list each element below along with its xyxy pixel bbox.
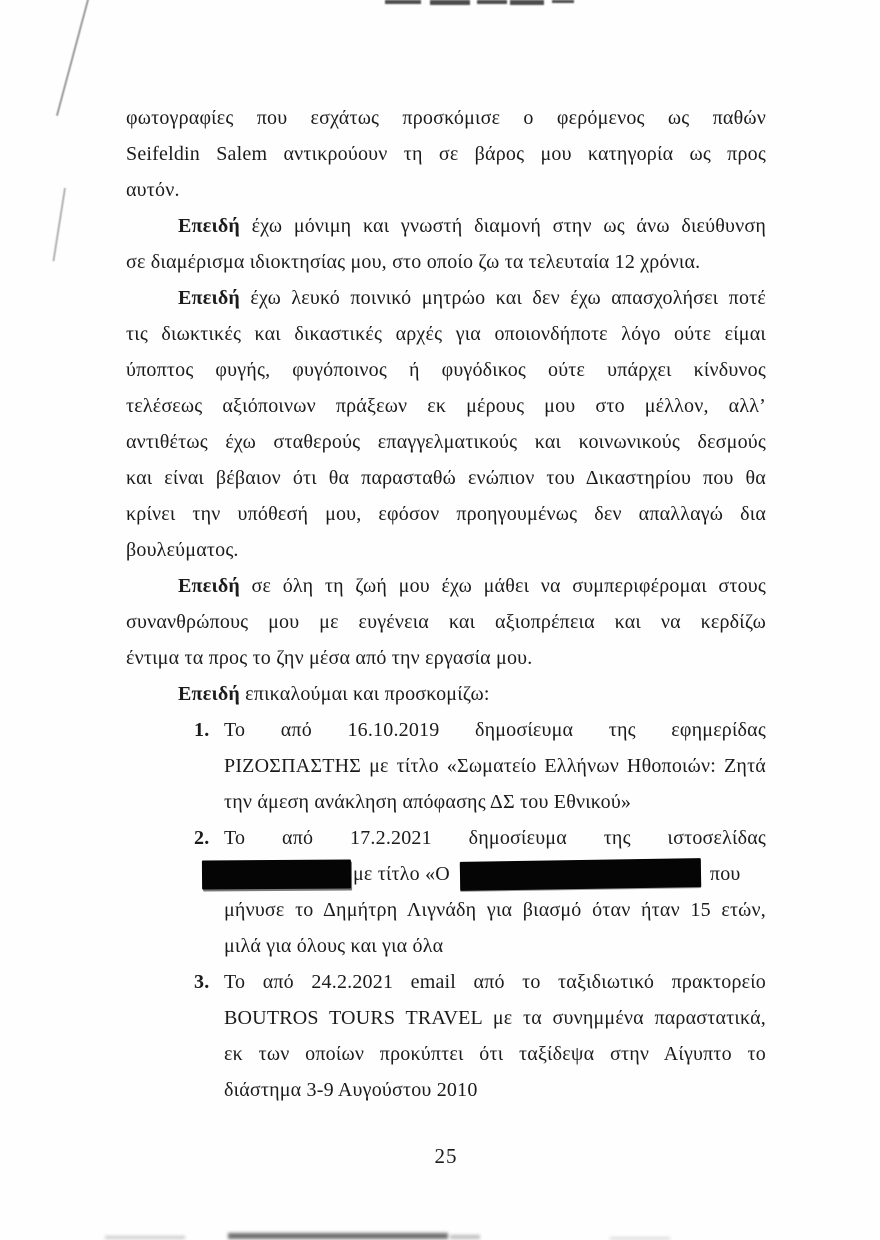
scan-edge-mark-bottom bbox=[450, 1235, 480, 1239]
scan-edge-mark-bottom bbox=[228, 1233, 448, 1239]
text-line: μιλά για όλους και για όλα bbox=[224, 935, 444, 957]
scan-edge-mark-top bbox=[430, 0, 470, 5]
text-line: Seifeldin Salem αντικρούουν τη σε βάρος μου κατηγορία ως προς bbox=[126, 143, 766, 165]
text-line: τις διωκτικές και δικαστικές αρχές για οποιονδήποτε λόγο ούτε είμαι bbox=[126, 323, 766, 345]
list-number: 3. bbox=[194, 971, 210, 993]
text-run: έχω μόνιμη και γνωστή διαμονή στην ως άνω διεύθυνση bbox=[239, 215, 766, 237]
text-line bbox=[126, 280, 766, 316]
list-item bbox=[126, 820, 766, 964]
scan-edge-mark-top bbox=[552, 0, 574, 3]
scan-crease-line bbox=[56, 0, 90, 116]
text-line bbox=[126, 208, 766, 244]
text-line: την άμεση ανάκληση απόφασης ΔΣ του Εθνικού» bbox=[224, 791, 632, 813]
text-line: τελέσεως αξιόποινων πράξεων εκ μέρους μου στο μέλλον, αλλ’ bbox=[126, 395, 766, 417]
list-number: 2. bbox=[194, 827, 210, 849]
text-run: επικαλούμαι και προσκομίζω: bbox=[239, 683, 490, 705]
text-line: μήνυσε το Δημήτρη Λιγνάδη για βιασμό όταν ήταν 15 ετών, bbox=[224, 899, 766, 921]
text-line: Το από 16.10.2019 δημοσίευμα της εφημερίδας bbox=[224, 719, 766, 741]
lead-word: Επειδή bbox=[178, 575, 240, 597]
text-line: αντιθέτως έχω σταθερούς επαγγελματικούς και κοινωνικούς δεσμούς bbox=[126, 431, 766, 453]
scan-edge-mark-top bbox=[510, 0, 544, 5]
text-run: με τίτλο «Ο bbox=[353, 863, 450, 885]
paragraph bbox=[126, 676, 766, 712]
list-number: 1. bbox=[194, 719, 210, 741]
text-line: ΡΙΖΟΣΠΑΣΤΗΣ με τίτλο «Σωματείο Ελλήνων Ηθοποιών: Ζητά bbox=[224, 755, 766, 777]
text-run: έχω λευκό ποινικό μητρώο και δεν έχω απασχολήσει ποτέ bbox=[239, 287, 766, 309]
text-line: BOUTROS TOURS TRAVEL με τα συνημμένα παραστατικά, bbox=[224, 1007, 766, 1029]
text-line: βουλεύματος. bbox=[126, 539, 239, 561]
redaction-bar-2 bbox=[460, 858, 701, 891]
text-line: Το από 24.2.2021 email από το ταξιδιωτικό πρακτορείο bbox=[224, 971, 766, 993]
scan-edge-mark-bottom bbox=[105, 1236, 185, 1239]
paragraph bbox=[126, 568, 766, 676]
lead-word: Επειδή bbox=[178, 215, 240, 237]
paragraph bbox=[126, 100, 766, 208]
paragraph bbox=[126, 280, 766, 568]
text-line: φωτογραφίες που εσχάτως προσκόμισε ο φερόμενος ως παθών bbox=[126, 107, 766, 129]
scan-edge-mark-top bbox=[385, 0, 421, 4]
lead-word: Επειδή bbox=[178, 683, 240, 705]
text-line: σε διαμέρισμα ιδιοκτησίας μου, στο οποίο ζω τα τελευταία 12 χρόνια. bbox=[126, 251, 701, 273]
scan-edge-mark-top bbox=[477, 0, 507, 4]
page-number: 25 bbox=[434, 1144, 458, 1168]
list-item bbox=[126, 712, 766, 820]
list-item bbox=[126, 964, 766, 1108]
text-block bbox=[126, 100, 766, 1174]
text-line: ύποπτος φυγής, φυγόποινος ή φυγόδικος ούτε υπάρχει κίνδυνος bbox=[126, 359, 766, 381]
text-line: αυτόν. bbox=[126, 179, 180, 201]
lead-word: Επειδή bbox=[178, 287, 240, 309]
text-line: και είναι βέβαιον ότι θα παρασταθώ ενώπιον του Δικαστηρίου που θα bbox=[126, 467, 766, 489]
paragraph bbox=[126, 208, 766, 280]
redacted-text-line bbox=[202, 856, 766, 892]
text-line: Το από 17.2.2021 δημοσίευμα της ιστοσελίδας bbox=[224, 827, 766, 849]
text-line bbox=[126, 568, 766, 604]
text-line: κρίνει την υπόθεσή μου, εφόσον προηγουμένως δεν απαλλαγώ δια bbox=[126, 503, 766, 525]
scan-crease-line bbox=[52, 188, 65, 261]
text-run: σε όλη τη ζωή μου έχω μάθει να συμπεριφέρομαι στους bbox=[239, 575, 766, 597]
text-run: που bbox=[709, 863, 741, 885]
text-line bbox=[126, 676, 766, 712]
text-line: συνανθρώπους μου με ευγένεια και αξιοπρέπεια και να κερδίζω bbox=[126, 611, 766, 633]
text-line: διάστημα 3-9 Αυγούστου 2010 bbox=[224, 1079, 478, 1101]
text-line: εκ των οποίων προκύπτει ότι ταξίδεψα στην Αίγυπτο το bbox=[224, 1043, 766, 1065]
redaction-bar-1 bbox=[202, 859, 351, 889]
text-line: έντιμα τα προς το ζην μέσα από την εργασία μου. bbox=[126, 647, 533, 669]
